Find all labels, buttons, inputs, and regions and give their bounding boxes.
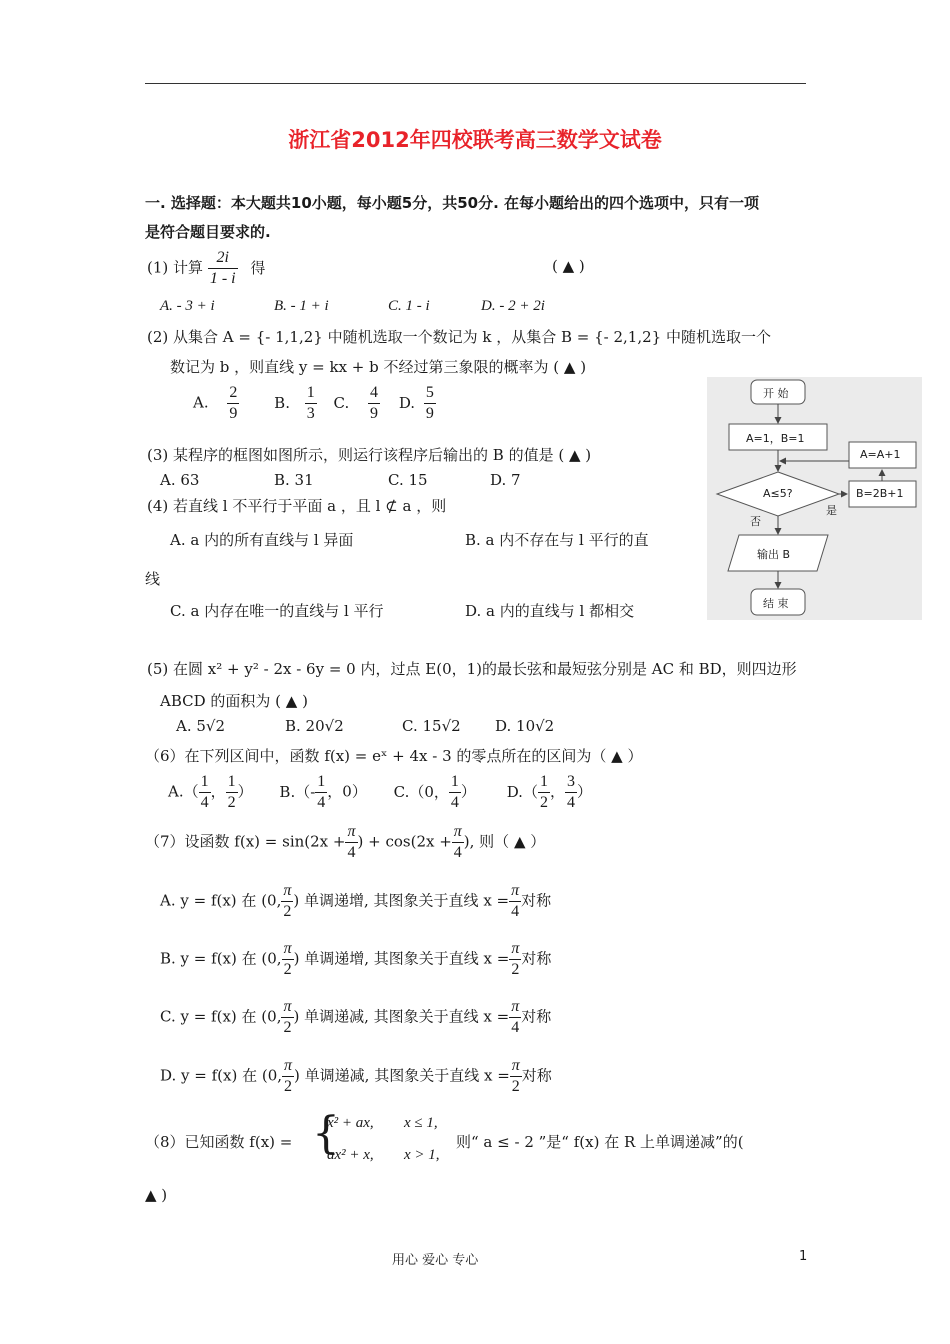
section-heading-line2: 是符合题目要求的. — [145, 223, 271, 241]
q6-option-a-label: A.（ — [168, 782, 199, 801]
q6-option-d-label: D.（ — [506, 782, 538, 801]
q8-answer-slot: ▲ ) — [145, 1186, 168, 1204]
q1-answer-slot: ( ▲ ) — [552, 257, 585, 275]
q6-option-c-frac: $\frac{1}{4}$ — [450, 773, 459, 811]
flowchart-figure — [707, 377, 922, 620]
flowchart-yes-label: 是 — [826, 504, 837, 517]
page-number: 1 — [799, 1249, 808, 1264]
q2-option-a-fraction: $\frac{2}{9}$ — [229, 384, 238, 422]
q8-case1-expr: x² + ax, — [327, 1115, 374, 1131]
q1-option-c: C. 1 - i — [388, 298, 430, 314]
q2-option-a-label: A. — [193, 393, 209, 412]
q3-option-c: C. 15 — [388, 471, 428, 489]
q2-line2: 数记为 b ，则直线 y = kx + b 不经过第三象限的概率为 ( ▲ ) — [170, 358, 587, 376]
header-rule — [145, 83, 806, 84]
q5-line1: (5) 在圆 x² + y² - 2x - 6y = 0 内，过点 E(0，1)的最长弦和最短弦分别是 AC 和 BD，则四边形 — [147, 660, 797, 678]
q1-option-a: A. - 3 + i — [160, 298, 215, 314]
flowchart-no-label: 否 — [750, 515, 761, 528]
q7-pi-over-4-b: $\frac{\pi}{4}$ — [453, 823, 462, 861]
q5-option-d: D. 10√2 — [495, 717, 555, 735]
flowchart-update-a-label: A=A+1 — [860, 448, 901, 461]
q6-option-a-frac2: $\frac{1}{2}$ — [227, 773, 236, 811]
q8-case2-cond: x > 1, — [404, 1147, 440, 1163]
q6-line1: （6）在下列区间中，函数 f(x) = eˣ + 4x - 3 的零点所在的区间为（ ▲ ） — [145, 747, 643, 765]
q5-option-b: B. 20√2 — [285, 717, 344, 735]
flowchart-update-b-label: B=2B+1 — [856, 487, 904, 500]
q5-line2: ABCD 的面积为 ( ▲ ) — [160, 692, 308, 710]
q3-option-a: A. 63 — [160, 471, 200, 489]
q1-option-b: B. - 1 + i — [274, 298, 329, 314]
q4-line1: (4) 若直线 l 不平行于平面 a ，且 l ⊄ a ，则 — [147, 497, 447, 515]
q6-option-b-frac: $\frac{1}{4}$ — [317, 773, 326, 811]
q8-case1-cond: x ≤ 1, — [404, 1115, 438, 1131]
flowchart-start-label: 开 始 — [763, 387, 789, 400]
q1-prefix: (1) 计算 — [147, 258, 204, 277]
flowchart-condition-label: A≤5? — [763, 487, 793, 500]
section-heading-line1: 一. 选择题：本大题共10小题，每小题5分，共50分. 在每小题给出的四个选项中，只有一项 — [145, 194, 760, 212]
q4-option-d: D. a 内的直线与 l 都相交 — [465, 602, 635, 620]
q7-option-c: C. y = f(x) 在 (0, $\frac{\pi}{2}$ ) 单调递减, 其图象关于直线 x = $\frac{\pi}{4}$ 对称 — [160, 998, 552, 1036]
q3-line1: (3) 某程序的框图如图所示，则运行该程序后输出的 B 的值是 ( ▲ ) — [147, 446, 592, 464]
q2-option-c-label: C. — [333, 393, 350, 412]
q4-option-c: C. a 内存在唯一的直线与 l 平行 — [170, 602, 384, 620]
q6-option-d-frac1: $\frac{1}{2}$ — [539, 773, 548, 811]
q2-options — [193, 383, 436, 424]
q2-option-d-fraction: $\frac{5}{9}$ — [425, 384, 434, 422]
question-1 — [147, 248, 265, 289]
q5-option-a: A. 5√2 — [176, 717, 226, 735]
page-title: 浙江省2012年四校联考高三数学文试卷 — [288, 128, 662, 152]
footer-motto: 用心 爱心 专心 — [392, 1253, 479, 1268]
q6-option-a-frac1: $\frac{1}{4}$ — [200, 773, 209, 811]
q1-fraction: $\frac{2i}{1 - i}$ — [209, 249, 236, 287]
q6-options: A.（ $\frac{1}{4}$ ， $\frac{1}{2}$ ） B.（- $\frac{1}{4}$ ，0） C.（0， $\frac{1}{4}$ ） D.（ $\frac{1}{2}$ ， $\frac{3}{4}$ ） — [168, 773, 592, 811]
q6-option-b-label: B.（- — [279, 782, 316, 801]
q2-line1: (2) 从集合 A = {- 1,1,2} 中随机选取一个数记为 k ，从集合 B = {- 2,1,2} 中随机选取一个 — [147, 328, 771, 346]
q7-option-b: B. y = f(x) 在 (0, $\frac{\pi}{2}$ ) 单调递增, 其图象关于直线 x = $\frac{\pi}{2}$ 对称 — [160, 940, 552, 978]
q8-suffix: 则“ a ≤ - 2 ”是“ f(x) 在 R 上单调递减”的( — [456, 1133, 744, 1151]
flowchart-end-label: 结 束 — [763, 597, 789, 610]
q8-brace: { — [312, 1108, 340, 1159]
q1-suffix: 得 — [250, 258, 266, 277]
q8-prefix: （8）已知函数 f(x) = — [145, 1133, 293, 1151]
q3-option-d: D. 7 — [490, 471, 521, 489]
q7-option-d: D. y = f(x) 在 (0, $\frac{\pi}{2}$ ) 单调递减, 其图象关于直线 x = $\frac{\pi}{2}$ 对称 — [160, 1057, 552, 1095]
q7-stem: （7）设函数 f(x) = sin(2x + $\frac{\pi}{4}$ ) + cos(2x + $\frac{\pi}{4}$ ), 则（ ▲ ） — [145, 823, 546, 861]
q4-option-b-continuation: 线 — [145, 570, 161, 588]
q7-pi-over-4-a: $\frac{\pi}{4}$ — [347, 823, 356, 861]
flowchart-output-label: 输出 B — [757, 548, 791, 561]
flowchart-init-label: A=1，B=1 — [746, 432, 805, 445]
q8-case2-expr: ax² + x, — [327, 1147, 374, 1163]
q6-option-d-frac2: $\frac{3}{4}$ — [566, 773, 575, 811]
q5-option-c: C. 15√2 — [402, 717, 461, 735]
q3-option-b: B. 31 — [274, 471, 314, 489]
q7-option-a: A. y = f(x) 在 (0, $\frac{\pi}{2}$ ) 单调递增, 其图象关于直线 x = $\frac{\pi}{4}$ 对称 — [160, 882, 552, 920]
q1-option-d: D. - 2 + 2i — [481, 298, 545, 314]
q2-option-d-label: D. — [398, 393, 416, 412]
q4-option-a: A. a 内的所有直线与 l 异面 — [170, 531, 354, 549]
q2-option-c-fraction: $\frac{4}{9}$ — [370, 384, 379, 422]
q2-option-b-fraction: $\frac{1}{3}$ — [306, 384, 315, 422]
q4-option-b: B. a 内不存在与 l 平行的直 — [465, 531, 649, 549]
q2-option-b-label: B. — [274, 393, 290, 412]
q6-option-c-label: C.（0， — [393, 782, 449, 801]
